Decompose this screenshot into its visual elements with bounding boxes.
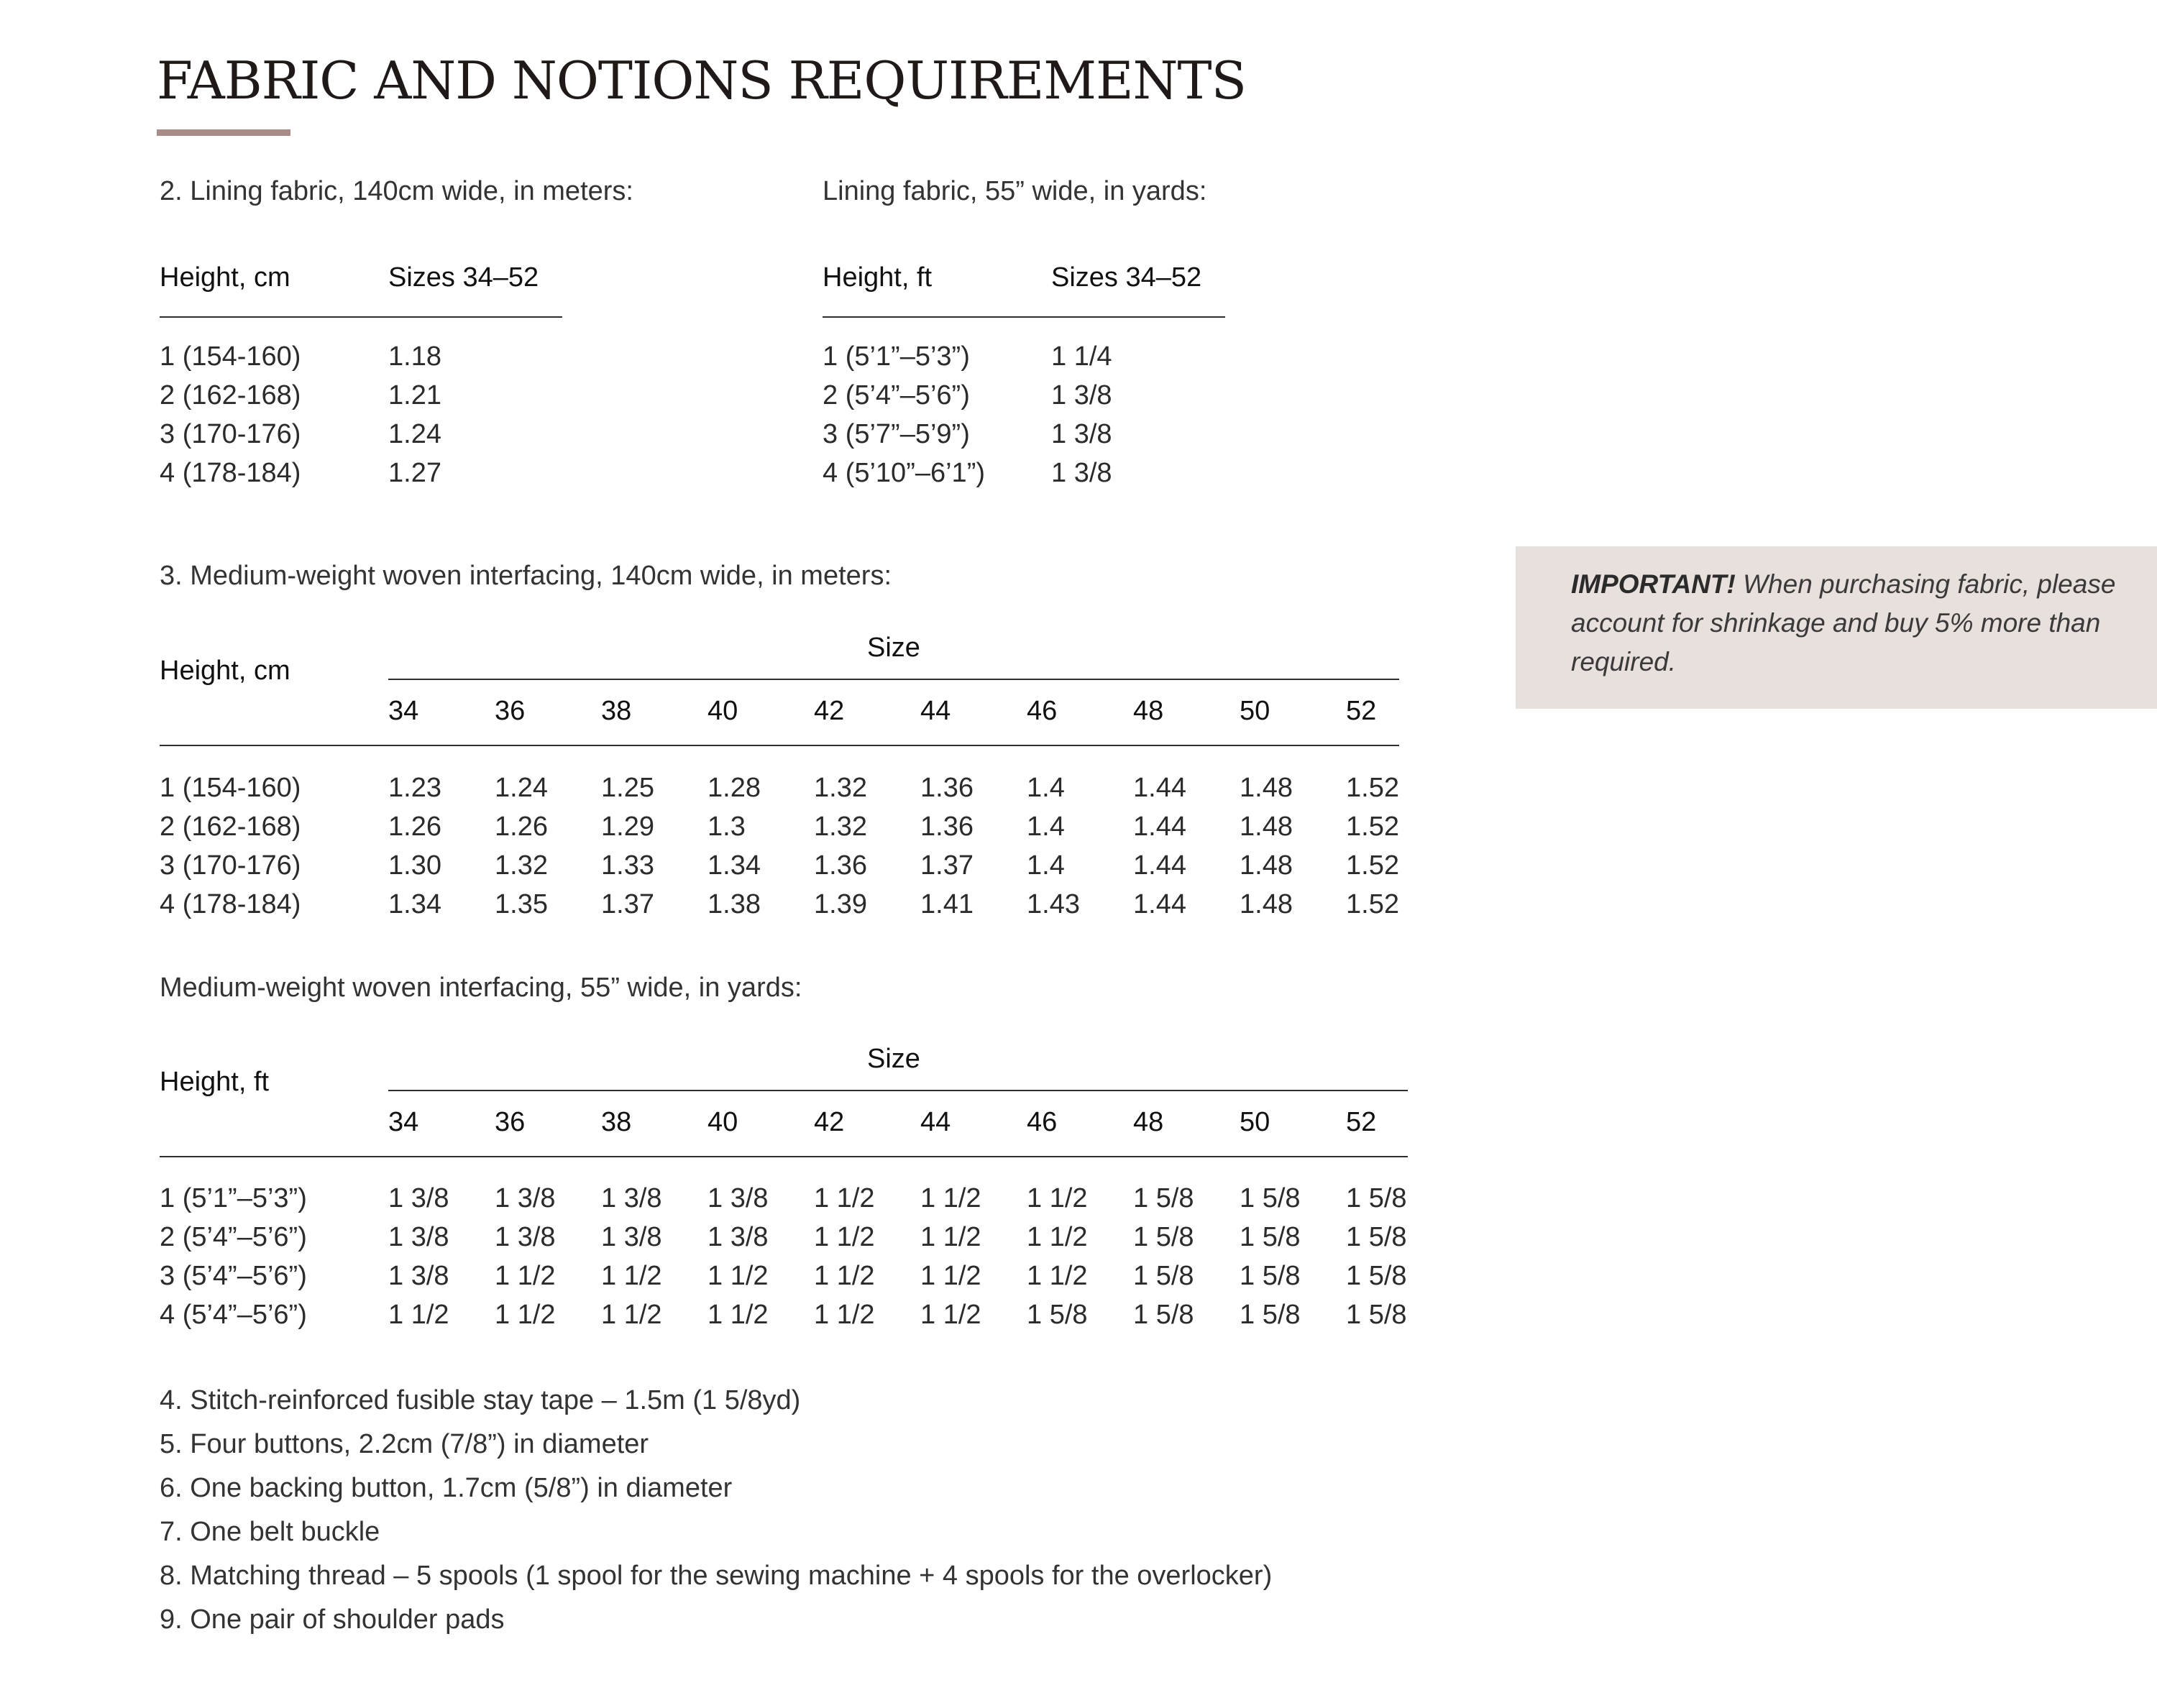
lining-yards-caption: Lining fabric, 55” wide, in yards: — [823, 176, 1207, 206]
page-title: FABRIC AND NOTIONS REQUIREMENTS — [157, 50, 1246, 111]
table-cell: 1.24 — [495, 773, 548, 803]
table-cell: 1.37 — [920, 850, 974, 881]
table-cell: 1.25 — [601, 773, 654, 803]
table-cell: 1 3/8 — [388, 1222, 449, 1252]
table-cell: 1.48 — [1240, 850, 1293, 881]
table-cell: 1.24 — [388, 419, 441, 449]
table-cell: 1 5/8 — [1240, 1222, 1301, 1252]
table-cell: 1.44 — [1133, 773, 1186, 803]
row-height-label: 4 (178-184) — [160, 889, 301, 919]
row-height-label: 3 (170-176) — [160, 419, 301, 449]
table-cell: 1 5/8 — [1027, 1300, 1088, 1330]
table-cell: 1.48 — [1240, 812, 1293, 842]
size-column-header: 34 — [388, 696, 419, 726]
table-cell: 1 5/8 — [1346, 1261, 1407, 1291]
row-height-label: 3 (170-176) — [160, 850, 301, 881]
table-cell: 1.52 — [1346, 850, 1399, 881]
table-cell: 1.52 — [1346, 773, 1399, 803]
important-note-lead: IMPORTANT! — [1571, 569, 1736, 599]
size-column-header: 38 — [601, 1107, 632, 1137]
table-cell: 1 1/2 — [707, 1300, 769, 1330]
table-cell: 1 1/2 — [814, 1261, 875, 1291]
table-cell: 1 1/2 — [814, 1222, 875, 1252]
table-cell: 1.34 — [388, 889, 441, 919]
column-header-sizes: Sizes 34–52 — [1051, 262, 1202, 293]
table-cell: 1 5/8 — [1346, 1300, 1407, 1330]
title-underline — [157, 129, 290, 136]
table-cell: 1 1/2 — [920, 1261, 981, 1291]
table-cell: 1 3/8 — [601, 1183, 662, 1213]
table-cell: 1 3/8 — [495, 1183, 556, 1213]
table-cell: 1 1/4 — [1051, 341, 1112, 372]
table-cell: 1.4 — [1027, 850, 1065, 881]
table-cell: 1 1/2 — [495, 1300, 556, 1330]
table-cell: 1 5/8 — [1133, 1300, 1194, 1330]
row-height-label: 3 (5’7”–5’9”) — [823, 419, 970, 449]
notion-item: 9. One pair of shoulder pads — [160, 1604, 505, 1635]
interfacing-yards-caption: Medium-weight woven interfacing, 55” wide, in yards: — [160, 973, 802, 1003]
size-column-header: 40 — [707, 1107, 738, 1137]
row-height-label: 2 (5’4”–5’6”) — [160, 1222, 307, 1252]
table-cell: 1 5/8 — [1133, 1261, 1194, 1291]
table-cell: 1.34 — [707, 850, 761, 881]
size-column-header: 38 — [601, 696, 632, 726]
table-cell: 1.48 — [1240, 889, 1293, 919]
size-column-header: 46 — [1027, 696, 1058, 726]
size-column-header: 52 — [1346, 1107, 1377, 1137]
size-column-header: 48 — [1133, 1107, 1164, 1137]
row-height-label: 2 (162-168) — [160, 812, 301, 842]
size-column-header: 50 — [1240, 696, 1270, 726]
row-height-label: 3 (5’4”–5’6”) — [160, 1261, 307, 1291]
table-cell: 1 1/2 — [814, 1183, 875, 1213]
table-header-rule — [823, 316, 1225, 318]
table-cell: 1 3/8 — [1051, 419, 1112, 449]
size-column-header: 36 — [495, 1107, 526, 1137]
row-height-label: 1 (154-160) — [160, 341, 301, 372]
size-column-header: 50 — [1240, 1107, 1270, 1137]
table-cell: 1.36 — [920, 773, 974, 803]
interfacing-meters-caption: 3. Medium-weight woven interfacing, 140cm wide, in meters: — [160, 561, 892, 591]
table-cell: 1.18 — [388, 341, 441, 372]
row-height-label: 4 (178-184) — [160, 458, 301, 488]
table-cell: 1.23 — [388, 773, 441, 803]
table-header-rule — [160, 316, 562, 318]
table-cell: 1.44 — [1133, 889, 1186, 919]
table-cell: 1 3/8 — [1051, 458, 1112, 488]
size-column-header: 44 — [920, 1107, 951, 1137]
table-cell: 1.4 — [1027, 812, 1065, 842]
table-cell: 1 1/2 — [601, 1261, 662, 1291]
table-cell: 1.33 — [601, 850, 654, 881]
lining-meters-caption: 2. Lining fabric, 140cm wide, in meters: — [160, 176, 633, 206]
table-cell: 1 1/2 — [1027, 1261, 1088, 1291]
size-column-header: 40 — [707, 696, 738, 726]
table-cell: 1.36 — [920, 812, 974, 842]
size-column-header: 34 — [388, 1107, 419, 1137]
table-cell: 1 1/2 — [920, 1300, 981, 1330]
notion-item: 7. One belt buckle — [160, 1517, 380, 1547]
table-cell: 1 3/8 — [495, 1222, 556, 1252]
table-cell: 1.44 — [1133, 850, 1186, 881]
table-cell: 1.32 — [495, 850, 548, 881]
table-cell: 1 1/2 — [1027, 1222, 1088, 1252]
size-column-header: 46 — [1027, 1107, 1058, 1137]
important-note-text: When purchasing fabric, please account for shrinkage and buy 5% more than required. — [1571, 569, 2116, 676]
notion-item: 4. Stitch-reinforced fusible stay tape – 1.5m (1 5/8yd) — [160, 1385, 801, 1415]
table-header-rule — [160, 1156, 1408, 1157]
table-cell: 1.28 — [707, 773, 761, 803]
table-cell: 1.36 — [814, 850, 867, 881]
table-cell: 1.37 — [601, 889, 654, 919]
table-cell: 1.38 — [707, 889, 761, 919]
table-cell: 1.26 — [495, 812, 548, 842]
table-cell: 1 1/2 — [920, 1222, 981, 1252]
table-cell: 1.32 — [814, 812, 867, 842]
table-cell: 1.39 — [814, 889, 867, 919]
table-cell: 1 3/8 — [1051, 380, 1112, 410]
table-cell: 1 5/8 — [1240, 1300, 1301, 1330]
table-cell: 1 1/2 — [495, 1261, 556, 1291]
table-cell: 1 5/8 — [1346, 1183, 1407, 1213]
table-cell: 1.35 — [495, 889, 548, 919]
size-column-header: 44 — [920, 696, 951, 726]
column-header-sizes: Sizes 34–52 — [388, 262, 539, 293]
notion-item: 5. Four buttons, 2.2cm (7/8”) in diameter — [160, 1429, 649, 1459]
table-cell: 1.29 — [601, 812, 654, 842]
table-cell: 1 5/8 — [1240, 1183, 1301, 1213]
table-cell: 1 1/2 — [388, 1300, 449, 1330]
table-cell: 1 1/2 — [920, 1183, 981, 1213]
table-cell: 1 1/2 — [814, 1300, 875, 1330]
table-cell: 1.52 — [1346, 889, 1399, 919]
important-note — [1516, 546, 2157, 709]
table-cell: 1 3/8 — [601, 1222, 662, 1252]
size-column-header: 52 — [1346, 696, 1377, 726]
table-cell: 1.32 — [814, 773, 867, 803]
size-header: Size — [867, 633, 920, 663]
size-column-header: 42 — [814, 696, 845, 726]
row-height-label: 1 (154-160) — [160, 773, 301, 803]
table-cell: 1.41 — [920, 889, 974, 919]
notion-item: 6. One backing button, 1.7cm (5/8”) in diameter — [160, 1473, 733, 1503]
size-column-header: 36 — [495, 696, 526, 726]
row-header-height: Height, cm — [160, 656, 290, 686]
column-header-height: Height, cm — [160, 262, 290, 293]
column-header-height: Height, ft — [823, 262, 933, 293]
size-header-rule — [388, 1090, 1408, 1091]
table-cell: 1.52 — [1346, 812, 1399, 842]
row-header-height: Height, ft — [160, 1067, 270, 1097]
table-cell: 1.27 — [388, 458, 441, 488]
row-height-label: 2 (162-168) — [160, 380, 301, 410]
table-cell: 1.48 — [1240, 773, 1293, 803]
table-cell: 1.44 — [1133, 812, 1186, 842]
table-cell: 1 1/2 — [707, 1261, 769, 1291]
table-cell: 1 3/8 — [388, 1183, 449, 1213]
table-cell: 1 1/2 — [1027, 1183, 1088, 1213]
row-height-label: 1 (5’1”–5’3”) — [160, 1183, 307, 1213]
size-header-rule — [388, 679, 1399, 680]
row-height-label: 2 (5’4”–5’6”) — [823, 380, 970, 410]
table-cell: 1.30 — [388, 850, 441, 881]
table-cell: 1 5/8 — [1133, 1222, 1194, 1252]
table-cell: 1 1/2 — [601, 1300, 662, 1330]
table-header-rule — [160, 745, 1399, 746]
table-cell: 1.43 — [1027, 889, 1080, 919]
table-cell: 1 3/8 — [707, 1222, 769, 1252]
table-cell: 1 5/8 — [1240, 1261, 1301, 1291]
row-height-label: 4 (5’4”–5’6”) — [160, 1300, 307, 1330]
table-cell: 1 3/8 — [707, 1183, 769, 1213]
row-height-label: 4 (5’10”–6’1”) — [823, 458, 985, 488]
notion-item: 8. Matching thread – 5 spools (1 spool for the sewing machine + 4 spools for the overlocker) — [160, 1561, 1273, 1591]
table-cell: 1 5/8 — [1133, 1183, 1194, 1213]
table-cell: 1.4 — [1027, 773, 1065, 803]
table-cell: 1.3 — [707, 812, 746, 842]
row-height-label: 1 (5’1”–5’3”) — [823, 341, 970, 372]
table-cell: 1 3/8 — [388, 1261, 449, 1291]
table-cell: 1.26 — [388, 812, 441, 842]
table-cell: 1.21 — [388, 380, 441, 410]
size-column-header: 48 — [1133, 696, 1164, 726]
table-cell: 1 5/8 — [1346, 1222, 1407, 1252]
size-column-header: 42 — [814, 1107, 845, 1137]
size-header: Size — [867, 1044, 920, 1074]
